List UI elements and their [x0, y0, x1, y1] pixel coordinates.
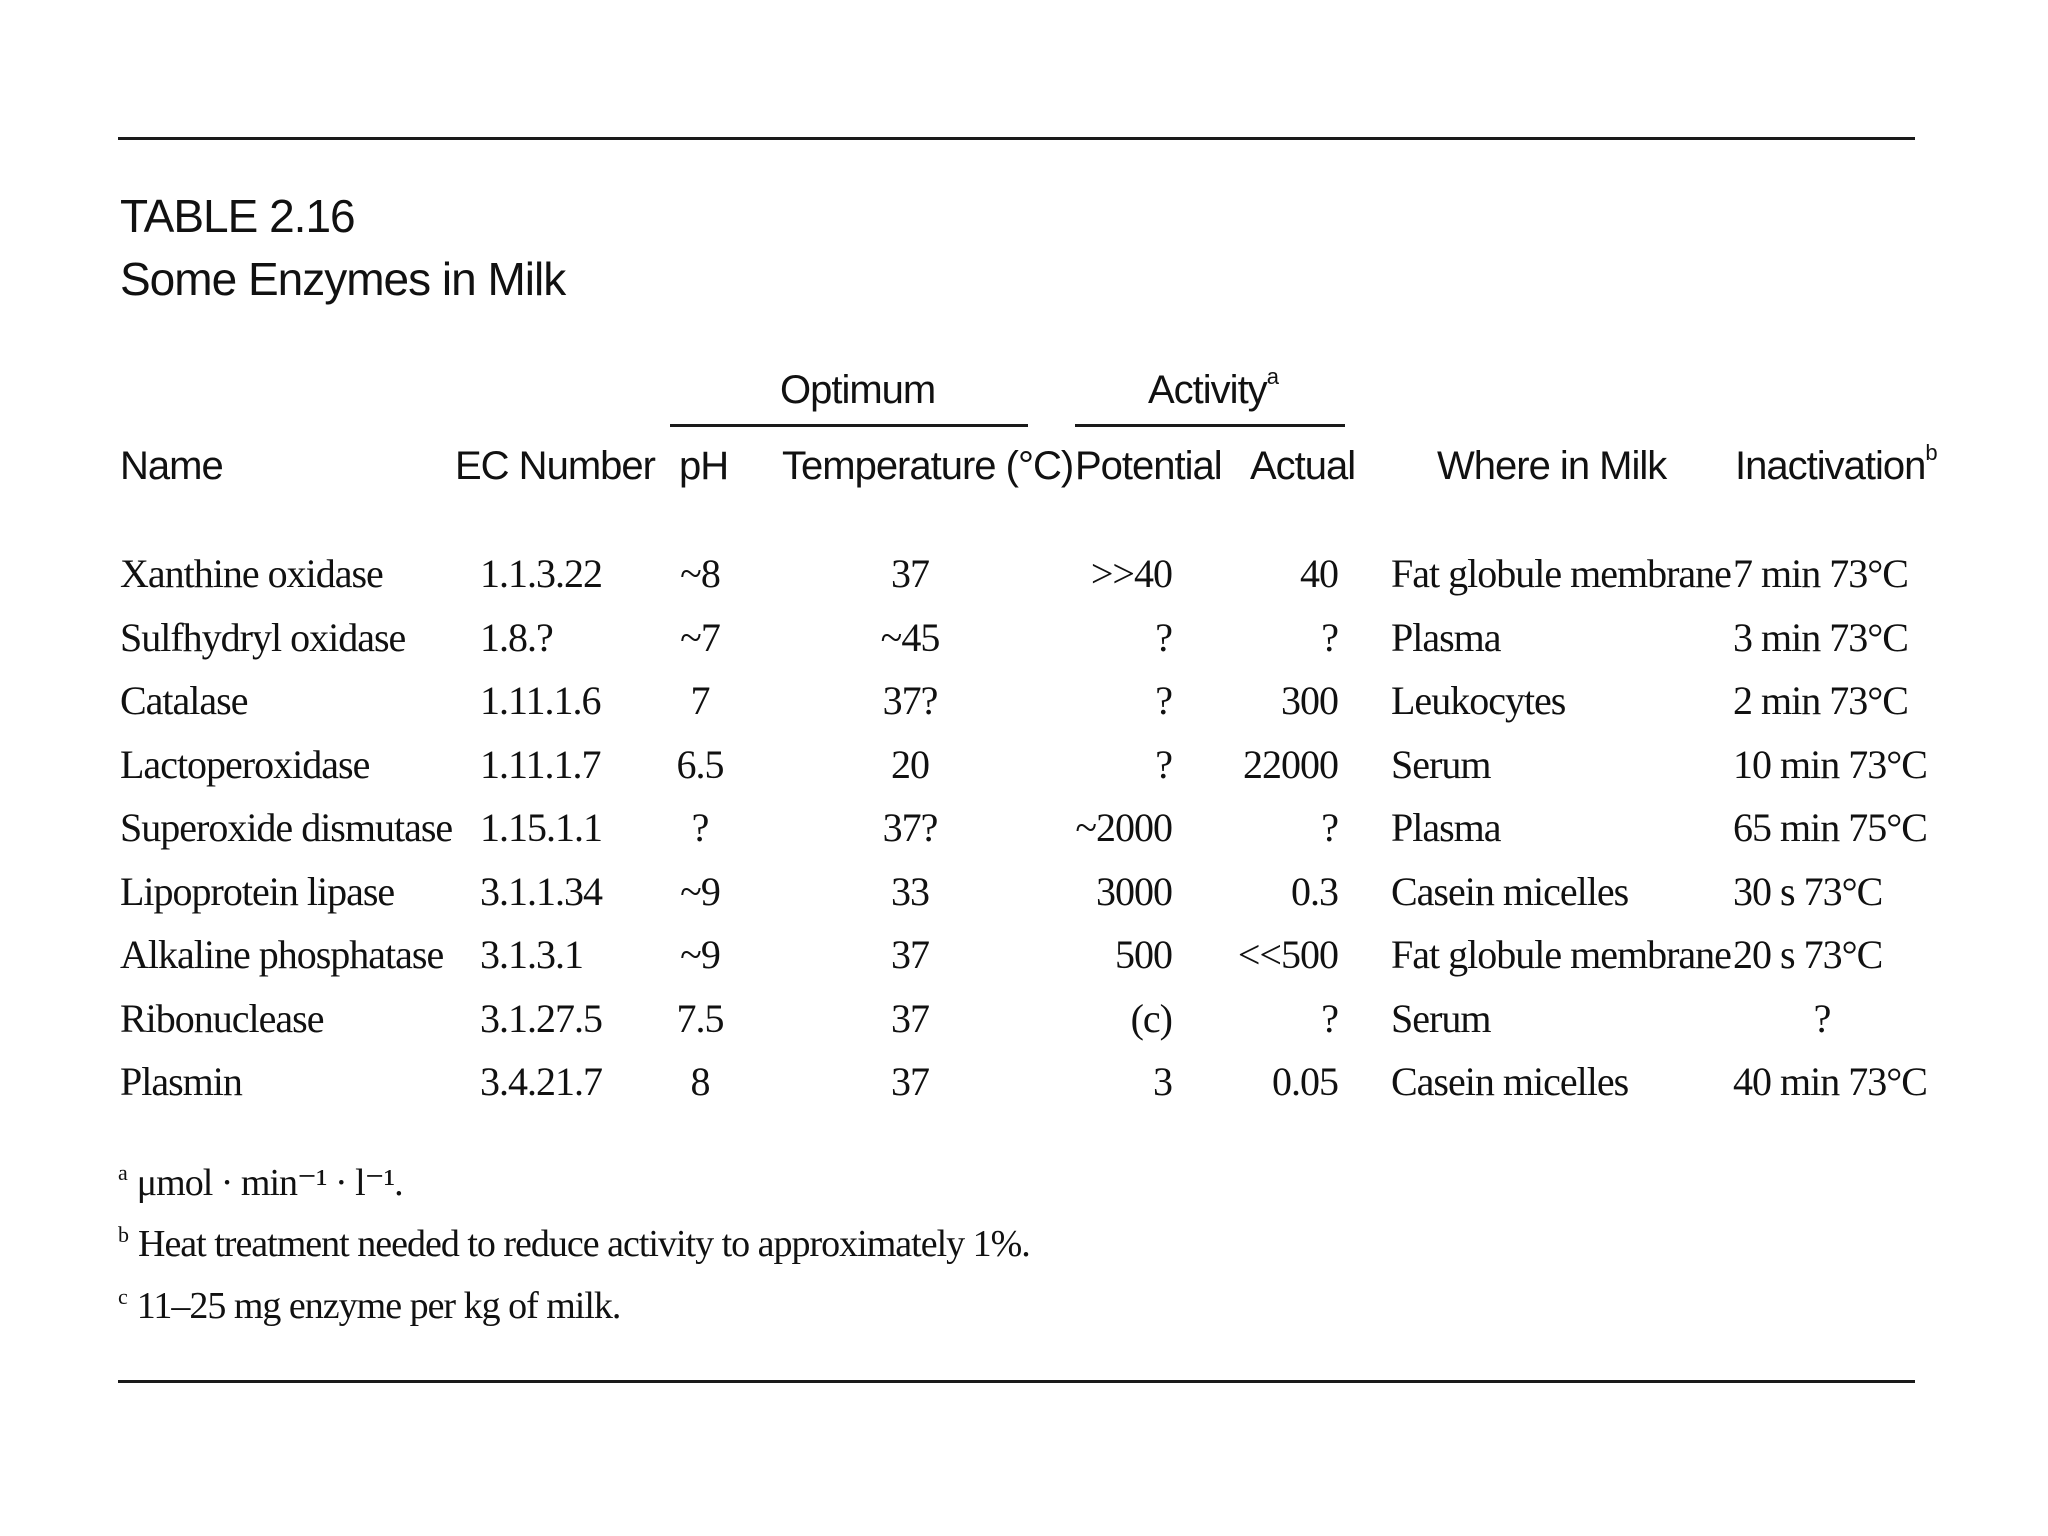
- cell-where: Fat globule membrane: [1391, 932, 1731, 977]
- cell-actual: 0.3: [1291, 868, 1338, 914]
- cell-name: Lipoprotein lipase: [120, 868, 395, 914]
- cell-ph: 6.5: [676, 741, 724, 787]
- header-temperature: Temperature (°C): [782, 444, 1074, 488]
- cell-inactivation: ?: [1813, 995, 1831, 1041]
- cell-ph: ~8: [680, 551, 720, 596]
- cell-name: Alkaline phosphatase: [120, 932, 444, 977]
- cell-inactivation: 10 min 73°C: [1733, 741, 1927, 787]
- cell-actual: 0.05: [1272, 1059, 1338, 1104]
- cell-ph: ~7: [680, 614, 720, 660]
- cell-actual: ?: [1321, 805, 1338, 850]
- cell-actual: 300: [1281, 678, 1338, 723]
- cell-potential: 500: [1115, 932, 1172, 977]
- cell-temp: 20: [891, 741, 929, 787]
- cell-potential: ?: [1155, 678, 1172, 723]
- cell-name: Plasmin: [120, 1059, 242, 1104]
- cell-potential: (c): [1130, 995, 1172, 1041]
- cell-where: Casein micelles: [1391, 1059, 1629, 1104]
- cell-inactivation: 20 s 73°C: [1733, 932, 1883, 977]
- cell-ec: 1.11.1.7: [480, 741, 601, 787]
- cell-temp: 37?: [882, 678, 938, 723]
- top-rule: [118, 137, 1915, 140]
- cell-potential: 3: [1153, 1059, 1172, 1104]
- optimum-group-rule: [670, 424, 1028, 427]
- cell-name: Sulfhydryl oxidase: [120, 614, 406, 660]
- group-header-activity: Activity$^a$: [1148, 364, 1278, 412]
- cell-where: Serum: [1391, 995, 1491, 1041]
- cell-ph: 7: [690, 678, 710, 723]
- cell-potential: ?: [1155, 741, 1172, 787]
- cell-ec: 1.15.1.1: [480, 805, 602, 850]
- cell-where: Fat globule membrane: [1391, 551, 1731, 596]
- activity-group-rule: [1075, 424, 1345, 427]
- footnote-b: $^b$ Heat treatment needed to reduce activity to approximately 1%.: [118, 1222, 1030, 1265]
- cell-ec: 3.1.1.34: [480, 868, 602, 914]
- cell-inactivation: 3 min 73°C: [1733, 614, 1908, 660]
- header-name: Name: [120, 444, 223, 488]
- table-title-block: [120, 186, 565, 312]
- cell-ph: ?: [691, 805, 709, 850]
- cell-where: Plasma: [1391, 805, 1501, 850]
- cell-ph: 8: [690, 1059, 710, 1104]
- cell-name: Ribonuclease: [120, 995, 324, 1041]
- cell-ec: 1.11.1.6: [480, 678, 601, 723]
- header-ec-number: EC Number: [455, 444, 655, 488]
- cell-ph: ~9: [680, 868, 720, 914]
- cell-actual: ?: [1321, 995, 1338, 1041]
- cell-name: Lactoperoxidase: [120, 741, 370, 787]
- cell-ph: 7.5: [676, 995, 724, 1041]
- cell-ec: 1.8.?: [480, 614, 553, 660]
- footnote-c: $^c$ 11–25 mg enzyme per kg of milk.: [118, 1284, 621, 1327]
- bottom-rule: [118, 1380, 1915, 1383]
- cell-actual: ?: [1321, 614, 1338, 660]
- cell-where: Casein micelles: [1391, 868, 1629, 914]
- cell-where: Plasma: [1391, 614, 1501, 660]
- cell-temp: 37: [891, 1059, 929, 1104]
- cell-inactivation: 40 min 73°C: [1733, 1059, 1927, 1104]
- table-caption: Some Enzymes in Milk: [120, 253, 566, 305]
- table-label: TABLE 2.16: [120, 190, 355, 242]
- cell-actual: 40: [1300, 551, 1338, 596]
- cell-inactivation: 2 min 73°C: [1733, 678, 1908, 723]
- cell-inactivation: 30 s 73°C: [1733, 868, 1883, 914]
- header-potential: Potential: [1075, 444, 1222, 488]
- cell-temp: 37: [891, 551, 929, 596]
- cell-ph: ~9: [680, 932, 720, 977]
- cell-where: Leukocytes: [1391, 678, 1566, 723]
- cell-ec: 3.1.27.5: [480, 995, 602, 1041]
- cell-temp: 37: [891, 995, 929, 1041]
- cell-temp: 37?: [882, 805, 938, 850]
- cell-potential: 3000: [1096, 868, 1172, 914]
- cell-potential: ~2000: [1075, 805, 1172, 850]
- cell-potential: >>40: [1090, 551, 1172, 596]
- cell-name: Xanthine oxidase: [120, 551, 383, 596]
- header-actual: Actual: [1250, 444, 1356, 488]
- cell-potential: ?: [1155, 614, 1172, 660]
- cell-name: Catalase: [120, 678, 248, 723]
- header-where-in-milk: Where in Milk: [1437, 444, 1667, 488]
- cell-temp: ~45: [880, 614, 940, 660]
- cell-inactivation: 7 min 73°C: [1733, 551, 1908, 596]
- cell-ec: 3.4.21.7: [480, 1059, 602, 1104]
- cell-actual: <<500: [1237, 932, 1338, 977]
- cell-temp: 33: [891, 868, 929, 914]
- cell-temp: 37: [891, 932, 929, 977]
- cell-ec: 3.1.3.1: [480, 932, 583, 977]
- cell-where: Serum: [1391, 741, 1491, 787]
- header-ph: pH: [679, 444, 729, 488]
- cell-ec: 1.1.3.22: [480, 551, 602, 596]
- header-inactivation: Inactivation$^b$: [1735, 440, 1937, 488]
- cell-actual: 22000: [1243, 741, 1338, 787]
- cell-inactivation: 65 min 75°C: [1733, 805, 1927, 850]
- footnote-a: $^a$ μmol · min⁻¹ · l⁻¹.: [118, 1160, 403, 1204]
- cell-name: Superoxide dismutase: [120, 805, 453, 850]
- group-header-optimum: Optimum: [780, 368, 936, 412]
